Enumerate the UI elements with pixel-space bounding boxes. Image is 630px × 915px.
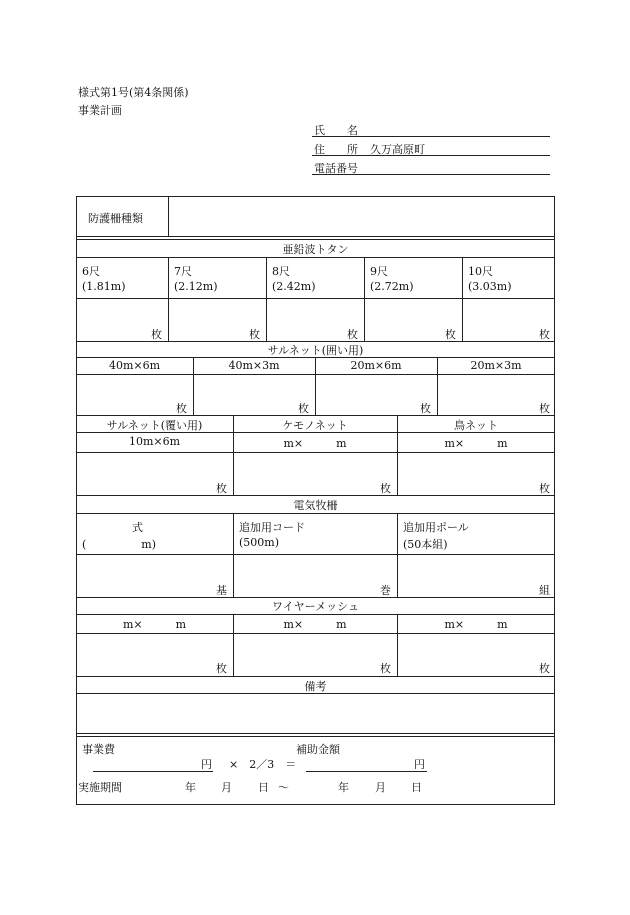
electric-unit-set: 組: [539, 584, 550, 597]
tin-unit-2: 枚: [249, 328, 260, 341]
rule: [76, 693, 555, 694]
electric-title: 電気牧柵: [293, 499, 338, 512]
saru-size-2: 40m×3m: [228, 359, 280, 372]
rule: [76, 733, 555, 734]
tin-meters-10: (3.03m): [468, 280, 512, 293]
col-divider: [168, 257, 169, 341]
name-label: 氏 名: [314, 124, 358, 137]
rule: [76, 554, 555, 555]
tin-size-10: 10尺: [468, 265, 493, 278]
saru-unit-1: 枚: [176, 402, 187, 415]
subsidy-formula: × 2／3 ＝: [229, 758, 297, 771]
phone-underline: [312, 174, 550, 175]
doc-title: 事業計画: [78, 104, 122, 117]
period-year-1[interactable]: 年: [185, 781, 196, 794]
col-divider: [462, 257, 463, 341]
rule: [76, 513, 555, 514]
rule: [76, 236, 555, 237]
tin-size-9: 9尺: [370, 265, 388, 278]
wire-title: ワイヤーメッシュ: [272, 600, 359, 613]
col-divider: [397, 513, 398, 597]
saru-size-3: 20m×6m: [350, 359, 402, 372]
project-cost-field[interactable]: [93, 771, 213, 772]
electric-col3-title: 追加用ポール: [403, 521, 469, 534]
wire-size-3: m× m: [444, 618, 508, 631]
rule: [76, 257, 555, 258]
rule: [76, 298, 555, 299]
subsidy-label: 補助金額: [296, 743, 340, 756]
bird-unit: 枚: [539, 482, 550, 495]
rule: [76, 415, 555, 416]
saru-size-4: 20m×3m: [470, 359, 522, 372]
tin-unit-5: 枚: [539, 328, 550, 341]
saru-unit-4: 枚: [539, 402, 550, 415]
rule: [76, 432, 555, 433]
rule: [76, 495, 555, 496]
tin-size-8: 8尺: [272, 265, 290, 278]
rule: [76, 736, 555, 737]
period-year-2[interactable]: 年: [338, 781, 349, 794]
fence-type-divider: [168, 196, 169, 236]
tin-unit-1: 枚: [151, 328, 162, 341]
electric-col1-sub: ( m): [82, 538, 157, 551]
period-label: 実施期間: [78, 781, 122, 794]
kemono-unit: 枚: [380, 482, 391, 495]
tin-meters-9: (2.72m): [370, 280, 414, 293]
form-number: 様式第1号(第4条関係): [78, 86, 189, 99]
electric-col1-title: 式: [132, 521, 143, 534]
address-underline: [312, 155, 550, 156]
tin-meters-8: (2.42m): [272, 280, 316, 293]
rule: [76, 676, 555, 677]
wire-size-2: m× m: [283, 618, 347, 631]
wire-unit-3: 枚: [539, 662, 550, 675]
kemono-title: ケモノネット: [282, 419, 348, 432]
phone-label: 電話番号: [314, 162, 358, 175]
rule: [76, 374, 555, 375]
tin-unit-4: 枚: [445, 328, 456, 341]
kemono-size: m× m: [283, 437, 347, 450]
period-day-1[interactable]: 日: [258, 781, 269, 794]
yen-label-1: 円: [201, 758, 212, 771]
address-label: 住 所: [314, 143, 358, 156]
fence-type-label: 防護柵種類: [88, 212, 143, 225]
yen-label-2: 円: [414, 758, 425, 771]
electric-unit-roll: 巻: [380, 584, 391, 597]
electric-unit-base: 基: [216, 584, 227, 597]
tin-size-7: 7尺: [174, 265, 192, 278]
saru-cover-title: サルネット(覆い用): [106, 419, 203, 432]
saru-cover-unit: 枚: [216, 482, 227, 495]
col-divider: [266, 257, 267, 341]
rule: [76, 633, 555, 634]
saru-enclosure-title: サルネット(囲い用): [267, 344, 364, 357]
bird-title: 鳥ネット: [454, 419, 498, 432]
tin-meters-6: (1.81m): [82, 280, 126, 293]
electric-col3-sub: (50本組): [403, 538, 448, 551]
saru-unit-3: 枚: [420, 402, 431, 415]
address-field[interactable]: 久万高原町: [370, 143, 425, 156]
rule: [76, 452, 555, 453]
saru-cover-size: 10m×6m: [128, 435, 181, 448]
col-divider: [233, 513, 234, 597]
name-underline: [312, 136, 550, 137]
electric-col2-sub: (500m): [239, 536, 280, 549]
rule: [76, 614, 555, 615]
tin-title: 亜鉛波トタン: [282, 243, 349, 256]
tin-meters-7: (2.12m): [174, 280, 218, 293]
project-cost-label: 事業費: [82, 743, 115, 756]
col-divider: [364, 257, 365, 341]
bird-size: m× m: [444, 437, 508, 450]
period-month-1[interactable]: 月: [221, 781, 232, 794]
wire-unit-2: 枚: [380, 662, 391, 675]
period-month-2[interactable]: 月: [375, 781, 386, 794]
tin-size-6: 6尺: [82, 265, 100, 278]
electric-col2-title: 追加用コード: [239, 521, 305, 534]
wire-size-1: m× m: [122, 618, 187, 631]
period-tilde: ～: [278, 781, 289, 794]
rule: [76, 239, 555, 240]
period-day-2[interactable]: 日: [411, 781, 422, 794]
remarks-title: 備考: [304, 680, 327, 693]
saru-size-1: 40m×6m: [108, 359, 161, 372]
subsidy-amount-field[interactable]: [306, 771, 427, 772]
wire-unit-1: 枚: [216, 662, 227, 675]
tin-unit-3: 枚: [347, 328, 358, 341]
saru-unit-2: 枚: [298, 402, 309, 415]
